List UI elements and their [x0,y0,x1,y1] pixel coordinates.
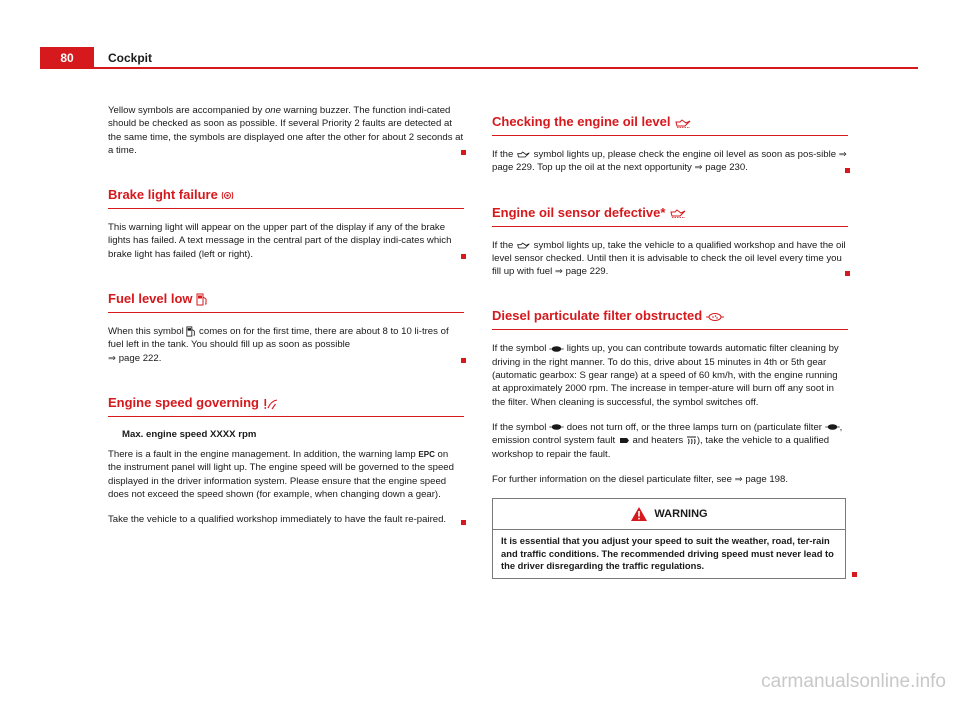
oil-sensor-text: If the symbol lights up, take the vehicle to a qualified workshop and have the oil level sensor checked. Until then it is advisable to check the oil level every time you fill up with fuel ⇒ page 229. [492,239,848,279]
epc-icon: EPC [418,450,435,460]
engine-speed-subtitle: Max. engine speed XXXX rpm [122,429,257,441]
engine-speed-text: There is a fault in the engine management. In addition, the warning lamp EPC on the instrument panel will light up. The engine speed will be governed to the speed displayed in the driver information system. Please ensure that the engine speed does not exceed the speed shown (for example, when changing down a gear). [108,449,454,500]
warning-triangle-icon [630,506,648,522]
page-footer [0,661,960,701]
particulate-filter-icon [706,312,724,322]
page-number: 80 [40,47,94,69]
oil-sensor-icon [516,241,531,250]
brake-light-text: This warning light will appear on the upper part of the display if any of the brake lights has failed. A text message in the central part of the display indi-cates which brake light has failed (left or right). [108,221,464,261]
oil-can-icon [674,118,692,128]
fuel-level-heading: Fuel level low [108,291,464,313]
chapter-title: Cockpit [108,51,153,65]
dpf-heading: Diesel particulate filter obstructed [492,308,848,330]
emission-control-icon [618,436,630,445]
oil-sensor-icon [669,208,687,218]
left-column [108,104,464,539]
watermark: carmanualsonline.info [761,671,946,692]
brake-light-icon [221,190,234,201]
particulate-filter-icon [825,423,840,431]
warning-box [492,498,846,579]
heater-icon [686,436,697,445]
engine-speed-governing-icon [263,398,279,410]
particulate-filter-icon [549,423,564,431]
warning-text: It is essential that you adjust your speed to suit the weather, road, ter-rain and traffic conditions. The recommended driving speed must never lead to the driver disregarding the traffic regulations. [501,535,834,571]
fuel-level-text: When this symbol comes on for the first time, there are about 8 to 10 li-tres of fuel left in the tank. You should fill up as soon as possible ⇒ page 222. [108,325,464,365]
brake-light-heading: Brake light failure [108,187,464,209]
warning-header: WARNING [493,499,845,530]
engine-speed-heading: Engine speed governing [108,395,464,417]
right-column [492,114,848,579]
oil-can-icon [516,150,531,159]
oil-sensor-heading: Engine oil sensor defective* [492,205,848,227]
end-marker [852,572,857,577]
warning-wrapper [492,498,848,579]
dpf-text-1: If the symbol lights up, you can contribute towards automatic filter cleaning by driving in the right manner. To do this, drive about 15 minutes in 4th or 5th gear (automatic gearbox: S gear range) at a speed of 60 km/h, with the engine running at approximately 2000 rpm. The increase in temper-ature will burn off any soot in the filter. When cleaning is successful, the symbol switches off. [492,343,839,408]
dpf-text-3: For further information on the diesel particulate filter, see ⇒ page 198. [492,473,789,485]
particulate-filter-icon [549,345,564,353]
oil-level-heading: Checking the engine oil level [492,114,848,136]
header-rule [40,67,918,69]
intro-paragraph: Yellow symbols are accompanied by one warning buzzer. The function indi-cated should be checked as soon as possible. If several Priority 2 faults are detected at the same time, the symbols are displayed one after the other for about 2 seconds at a time. [108,105,464,156]
dpf-text-2: If the symbol does not turn off, or the three lamps turn on (particulate filter , emission control system fault and heaters ), take the vehicle to a qualified workshop to repair the fault. [492,421,843,460]
engine-speed-repair-text: Take the vehicle to a qualified workshop immediately to have the fault re-paired. [108,513,464,526]
fuel-pump-icon [186,326,196,337]
fuel-pump-icon [196,293,208,306]
oil-level-text: If the symbol lights up, please check the engine oil level as soon as pos-sible ⇒ page 229. Top up the oil at the next opportunity ⇒ page 230. [492,149,847,174]
page-header [0,0,960,80]
